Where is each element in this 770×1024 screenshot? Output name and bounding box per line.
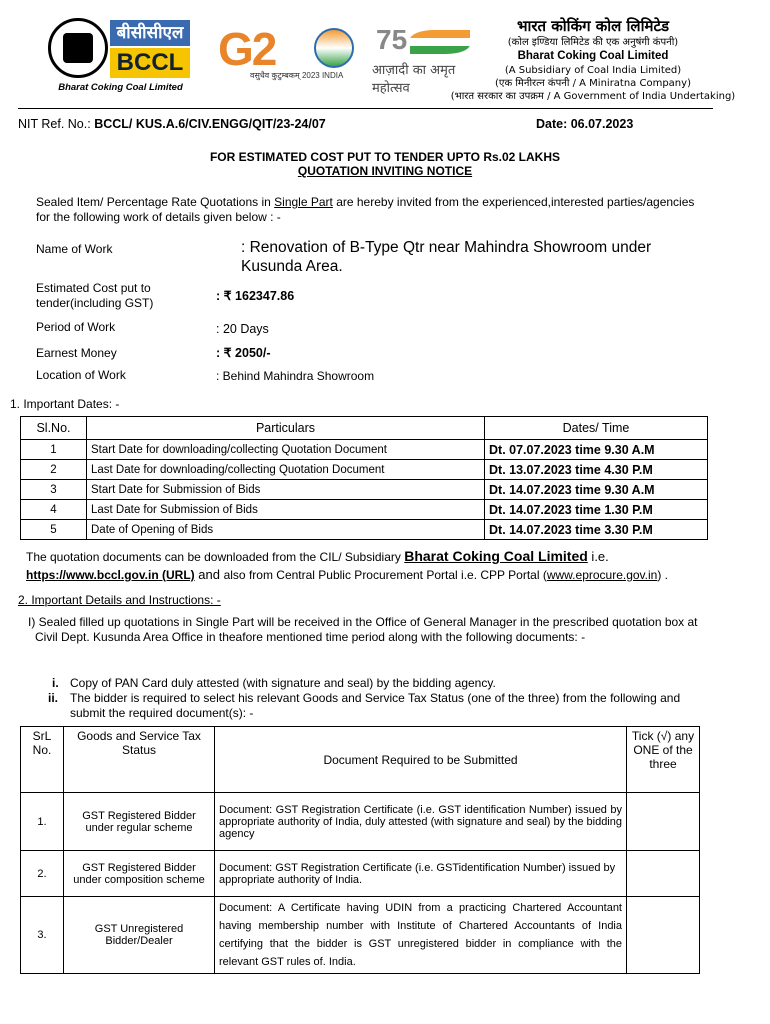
g20-wordmark: G2 [218,23,276,75]
sub-item-i: Copy of PAN Card duly attested (with signature and seal) by the bidding agency. [70,676,496,690]
header-slno: Sl.No. [21,417,87,440]
sub-item-ii-number: ii. [48,691,59,705]
name-of-work-label: Name of Work [36,242,113,256]
estimated-cost-label: Estimated Cost put to tender(including GST) [36,281,154,310]
table-row [21,440,708,460]
notice-subheading: QUOTATION INVITING NOTICE [297,164,473,178]
download-note: The quotation documents can be downloaded from the CIL/ Subsidiary Bharat Coking Coal Limited i.e. https://www.bccl.gov.in (URL) and also from Central Public Procurement Portal i.e. CPP Portal (www.eprocure.gov.in) . [26,548,669,582]
table-row [21,520,708,540]
coal-india-emblem-icon [48,18,108,78]
nit-ref-number: BCCL/ KUS.A.6/CIV.ENGG/QIT/23-24/07 [94,117,326,131]
table-row [21,460,708,480]
header-dates: Dates/ Time [485,417,708,440]
row-particular: Start Date for Submission of Bids [87,480,485,500]
table-header-row [21,727,700,793]
row-sl: 1 [21,440,87,460]
tick-checkbox-1[interactable] [627,793,700,851]
row-particular: Last Date for Submission of Bids [87,500,485,520]
table-row [21,897,700,974]
corporate-header [438,16,748,103]
corp-sub-hindi: (कोल इण्डिया लिमिटेड की एक अनुषंगी कंपनी) [507,37,679,48]
nit-label: NIT Ref. No.: [18,117,91,131]
row-srl: 1. [21,793,64,851]
gst-status-table [20,726,700,974]
row-date: Dt. 14.07.2023 time 3.30 P.M [485,520,708,540]
row-status: GST Unregistered Bidder/Dealer [64,897,215,974]
table-row [21,480,708,500]
period-value: : 20 Days [216,322,269,336]
bccl-caption: Bharat Coking Coal Limited [58,82,183,93]
bccl-hindi-wordmark: बीसीसीएल [110,20,190,46]
tick-checkbox-3[interactable] [627,897,700,974]
row-sl: 3 [21,480,87,500]
g20-caption: वसुधैव कुटुम्बकम् 2023 INDIA [250,71,344,80]
intro-paragraph: Sealed Item/ Percentage Rate Quotations in Single Part are hereby invited from the experienced,interested parties/agencies for the following work of details given below : - [36,195,695,224]
lotus-globe-icon [314,28,354,68]
company-name: Bharat Coking Coal Limited [404,548,588,564]
sub-item-i-number: i. [52,676,59,690]
azadi-number: 75 [376,24,408,55]
header-particulars: Particulars [87,417,485,440]
row-particular: Last Date for downloading/collecting Quotation Document [87,460,485,480]
row-srl: 2. [21,851,64,897]
tick-checkbox-2[interactable] [627,851,700,897]
row-date: Dt. 14.07.2023 time 9.30 A.M [485,480,708,500]
table-header-row [21,417,708,440]
name-of-work-value: : Renovation of B-Type Qtr near Mahindra Showroom under Kusunda Area. [241,239,652,275]
important-dates-title: 1. Important Dates: - [10,397,120,411]
notice-date: Date: 06.07.2023 [536,117,634,131]
cpp-portal-link[interactable]: www.eprocure.gov.in [546,568,658,582]
g20-logo [218,22,358,86]
bccl-logo [48,18,193,98]
table-row [21,851,700,897]
instructions-title: 2. Important Details and Instructions: - [18,593,221,607]
corp-name-hindi: भारत कोकिंग कोल लिमिटेड [516,17,670,35]
bccl-website-link[interactable]: https://www.bccl.gov.in [26,568,159,582]
bccl-wordmark: BCCL [110,48,190,78]
estimated-cost-value: : ₹ 162347.86 [216,289,295,303]
azadi-caption: आज़ादी का अमृत महोत्सव [372,63,456,96]
corp-subsidiary: (A Subsidiary of Coal India Limited) [504,65,682,76]
header-gst-status: Goods and Service Tax Status [64,727,215,793]
row-document: Document: A Certificate having UDIN from a practicing Chartered Accountant having membership number with Institute of Chartered Accountants of India certifying that the bidder is GST unregistered bidder in compliance with the relevant GST rules of. India. [215,897,627,974]
row-document: Document: GST Registration Certificate (i.e. GST identification Number) issued by appropriate authority of India, duly attested (with signature and seal) by the bidding agency [215,793,627,851]
location-label: Location of Work [36,368,126,382]
row-srl: 3. [21,897,64,974]
row-status: GST Registered Bidder under regular scheme [64,793,215,851]
row-date: Dt. 14.07.2023 time 1.30 P.M [485,500,708,520]
corp-miniratna: (एक मिनीरत्न कंपनी / A Miniratna Company) [495,78,691,89]
nit-reference [18,117,326,131]
corp-name-english: Bharat Coking Coal Limited [517,50,669,62]
row-date: Dt. 13.07.2023 time 4.30 P.M [485,460,708,480]
table-row [21,500,708,520]
earnest-money-value: : ₹ 2050/- [216,346,271,360]
header-tick: Tick (√) any ONE of the three [627,727,700,793]
row-sl: 2 [21,460,87,480]
table-row [21,793,700,851]
notice-heading: FOR ESTIMATED COST PUT TO TENDER UPTO Rs.02 LAKHS [209,150,561,164]
row-particular: Date of Opening of Bids [87,520,485,540]
row-document: Document: GST Registration Certificate (i.e. GSTidentification Number) issued by appropriate authority of India. [215,851,627,897]
sub-item-ii: The bidder is required to select his relevant Goods and Service Tax Status (one of the three) from the following and submit the required document(s): - [70,691,681,720]
corp-govt: (भारत सरकार का उपक्रम / A Government of India Undertaking) [450,91,736,102]
single-part-text: Single Part [274,195,333,209]
row-particular: Start Date for downloading/collecting Quotation Document [87,440,485,460]
period-label: Period of Work [36,320,116,334]
earnest-money-label: Earnest Money [36,346,117,360]
location-value: : Behind Mahindra Showroom [216,369,375,383]
header-srl: SrL No. [21,727,64,793]
row-date: Dt. 07.07.2023 time 9.30 A.M [485,440,708,460]
instruction-item-1: I) Sealed filled up quotations in Single Part will be received in the Office of General Manager in the prescribed quotation box at Civil Dept. Kusunda Area Office in theafore mentioned time period along with the following documents: - [28,615,698,644]
header-document: Document Required to be Submitted [215,727,627,793]
header-divider [18,108,713,109]
row-sl: 5 [21,520,87,540]
row-status: GST Registered Bidder under composition scheme [64,851,215,897]
important-dates-table [20,416,708,540]
row-sl: 4 [21,500,87,520]
